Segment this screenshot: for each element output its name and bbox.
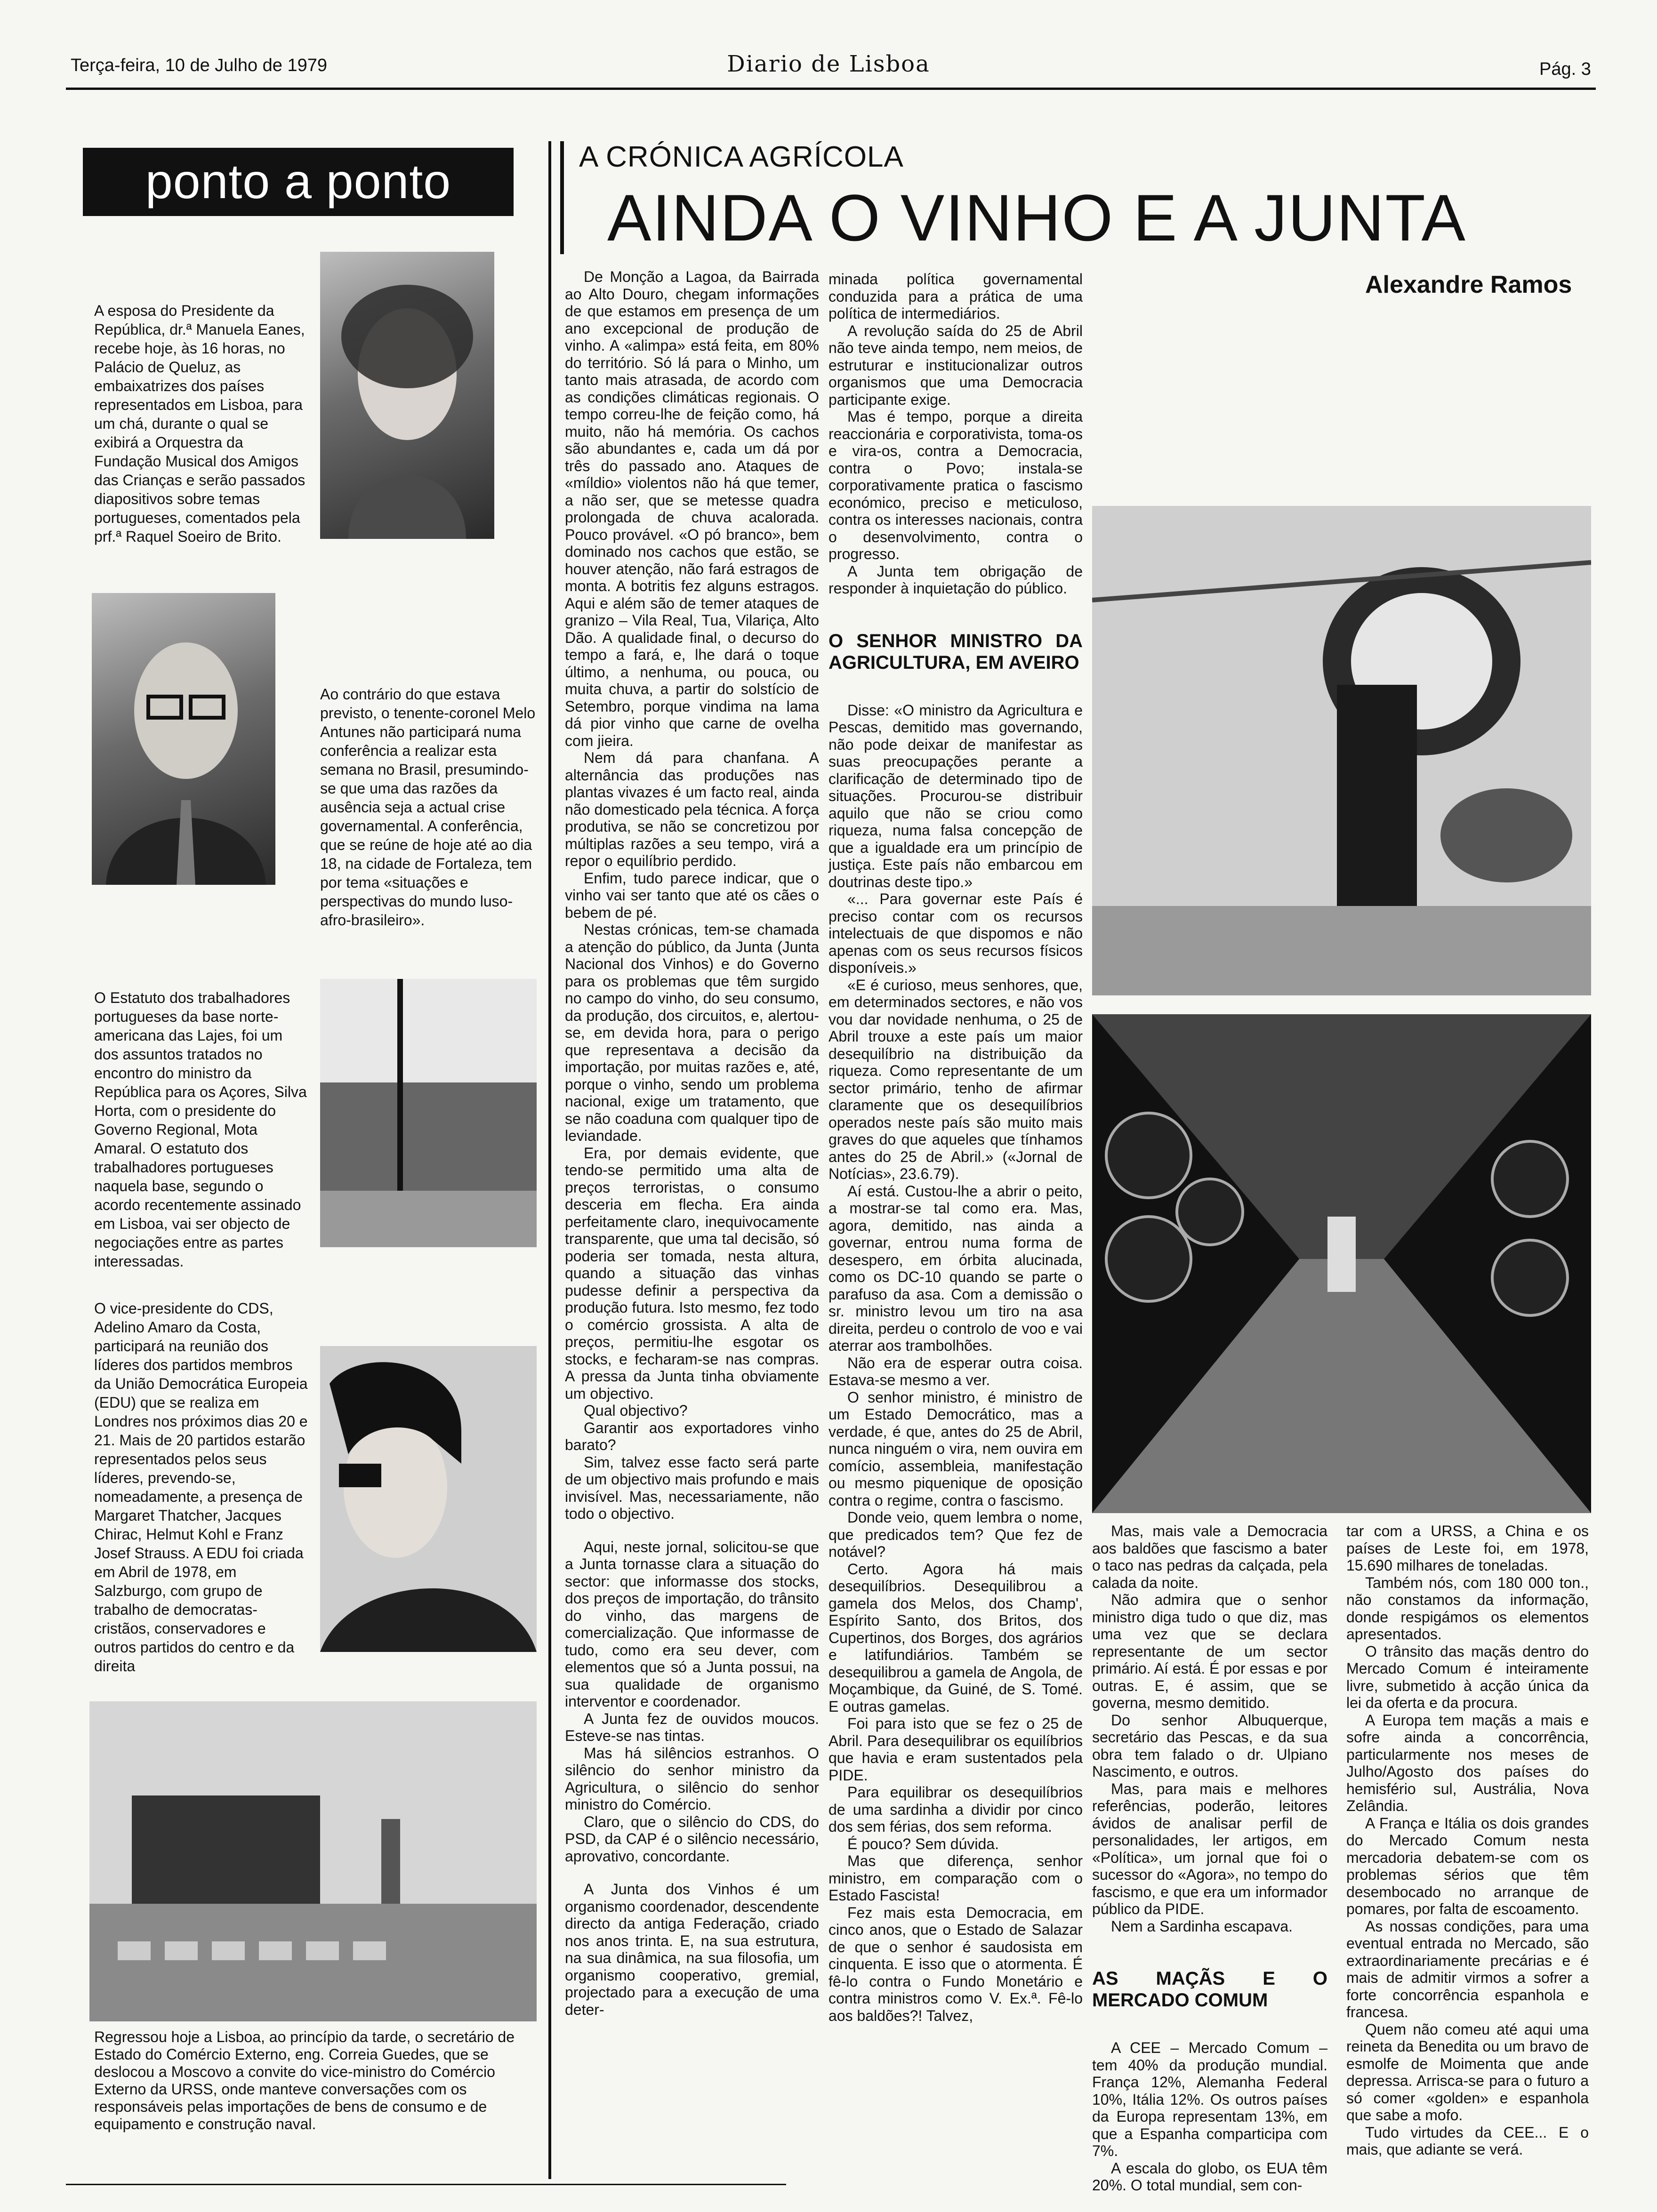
- article-column-1: [565, 268, 819, 2018]
- paragraph: Mas há silêncios estranhos. O silêncio do senhor ministro da Agricultura, o silêncio do senhor ministro do Comércio.: [565, 1744, 819, 1813]
- paragraph: A Junta tem obrigação de responder à inquietação do público.: [828, 562, 1083, 597]
- sidebar-divider: [548, 141, 551, 2179]
- newspaper-masthead: Diario de Lisboa: [727, 51, 930, 77]
- paragraph: Para equilibrar os desequilíbrios de uma sardinha a dividir por cinco dos sem férias, dos sem reforma.: [828, 1784, 1083, 1835]
- paragraph: «E é curioso, meus senhores, que, em determinados sectores, e não vos vou dar novidade nenhuma, o 25 de Abril trouxe a este país um maior desequilíbrio na distribuição da riqueza. Como representante de um sector primário, tenho de afirmar claramente que os desequilíbrios operados neste país são muito mais graves do que aqueles que tínhamos antes do 25 de Abril.» («Jornal de Notícias», 23.6.79).: [828, 976, 1083, 1182]
- paragraph: Claro, que o silêncio do CDS, do PSD, da CAP é o silêncio necessário, aprovativo, concordante.: [565, 1813, 819, 1865]
- article-column-4: [1346, 1523, 1589, 2158]
- paragraph: Fez mais esta Democracia, em cinco anos, que o Estado de Salazar de que o senhor é saudosista em cinquenta. E isso que o atormenta. É fê-lo contra o Fundo Monetário e contra ministros como V. Ex.ª. Fê-lo aos baldões?! Talvez,: [828, 1904, 1083, 2024]
- article-kicker: A CRÓNICA AGRÍCOLA: [579, 141, 904, 173]
- paragraph: Não era de esperar outra coisa. Estava-se mesmo a ver.: [828, 1354, 1083, 1388]
- portrait-photo-1: [320, 252, 494, 539]
- paragraph: Donde veio, quem lembra o nome, que predicados tem? Que fez de notável?: [828, 1509, 1083, 1560]
- issue-date: Terça-feira, 10 de Julho de 1979: [71, 56, 328, 75]
- paragraph: Aí está. Custou-lhe a abrir o peito, a mostrar-se tal como era. Mas, agora, demitido, nas ainda a governar, entrou numa forma de desespero, em órbita alucinada, como os DC-10 quando se parte o parafuso da asa. Com a demissão o sr. ministro levou um tiro na asa direita, perdeu o controlo de voo e vai aterrar aos trambolhões.: [828, 1182, 1083, 1354]
- paragraph: A França e Itália os dois grandes do Mercado Comum nesta mercadoria debatem-se com os problemas sérios que têm desembocado no arranque de pomares, por falta de escoamento.: [1346, 1814, 1589, 1917]
- paragraph: Mas, para mais e melhores referências, poderão, leitores ávidos de analisar perfil de personalidades, ler artigos, em «Política», um jornal que foi o sucessor do «Agora», no tempo do fascismo, e que era um informador público da PIDE.: [1092, 1780, 1327, 1917]
- paragraph: É pouco? Sem dúvida.: [847, 1835, 999, 1852]
- paragraph: Mas, mais vale a Democracia aos baldões que fascismo a bater o taco nas pedras da calçada, pela calada da noite.: [1092, 1523, 1327, 1591]
- paragraph: A Junta dos Vinhos é um organismo coordenador, descendente directo da antiga Federação, criado nos anos trinta. E, na sua estrutura, na sua dinâmica, na sua filosofia, um organismo cooperativo, gremial, projectado para a execução de uma deter-: [565, 1881, 819, 2018]
- sidebar-item-1: A esposa do Presidente da República, dr.ª Manuela Eanes, recebe hoje, às 16 horas, no Palácio de Queluz, as embaixatrizes dos países representados em Lisboa, para um chá, durante o qual se exibirá a Orquestra da Fundação Musical dos Amigos das Crianças e serão passados diapositivos sobre temas portugueses, comentados pela prf.ª Raquel Soeiro de Brito.: [94, 302, 306, 545]
- title-rule: [560, 141, 564, 254]
- paragraph: Tudo virtudes da CEE... E o mais, que adiante se verá.: [1346, 2124, 1589, 2158]
- paragraph: minada política governamental conduzida para a prática de uma política de intermediários.: [828, 271, 1083, 322]
- sidebar-item-3: O Estatuto dos trabalhadores portugueses da base norte-americana das Lajes, foi um dos assuntos tratados no encontro do ministro da República para os Açores, Silva Horta, com o presidente do Governo Regional, Mota Amaral. O estatuto dos trabalhadores portugueses naquela base, segundo o acordo recentemente assinado em Lisboa, vai ser objecto de negociações entre as partes interessadas.: [94, 989, 307, 1270]
- subhead-apples: AS MAÇÃS E O MERCADO COMUM: [1092, 1968, 1327, 2011]
- paragraph: Mas é tempo, porque a direita reaccionária e corporativista, toma-os e vira-os, contra a Democracia, contra o Povo; instala-se corporativamente pratica o fascismo económico, preciso e meticuloso, contra os interesses nacionais, contra o desenvolvimento, contra o progresso.: [828, 408, 1083, 562]
- paragraph: O trânsito das maçãs dentro do Mercado Comum é inteiramente livre, submetido à acção única da lei da oferta e da procura.: [1346, 1643, 1589, 1711]
- wine-barrels-photo: [1092, 506, 1591, 995]
- footer-rule: [66, 2184, 786, 2185]
- paragraph: Era, por demais evidente, que tendo-se permitido uma alta de preços terroristas, o consumo desceria em flecha. Era ainda perfeitamente claro, inequivocamente transparente, que uma tal decisão, só poderia ser tomada, nesta altura, quando a situação das vinhas pudesse definir a perspectiva da produção futura. Isto mesmo, fez todo o comércio grossista. A alta de preços, permitiu-lhe esgotar os stocks, e fecharam-se nas compras. A pressa da Junta tinha obviamente um objectivo.: [565, 1144, 819, 1402]
- header-rule: [66, 88, 1596, 90]
- paragraph: Nem a Sardinha escapava.: [1111, 1917, 1293, 1935]
- wine-cellar-photo: [1092, 1014, 1591, 1513]
- lajes-base-photo: [320, 979, 537, 1247]
- paragraph: tar com a URSS, a China e os países de Leste foi, em 1978, 15.690 milhares de toneladas.: [1346, 1523, 1589, 1574]
- sidebar-item-4: O vice-presidente do CDS, Adelino Amaro da Costa, participará na reunião dos líderes dos partidos membros da União Democrática Europeia (EDU) que se realiza em Londres nos próximos dias 20 e 21. Mais de 20 partidos estarão representados pelos seus líderes, prevendo-se, nomeadamente, a presença de Margaret Thatcher, Jacques Chirac, Helmut Kohl e Franz Josef Strauss. A EDU foi criada em Abril de 1978, em Salzburgo, com grupo de trabalho de democratas-cristãos, conservadores e outros partidos do centro e da direita: [94, 1300, 308, 1675]
- paragraph: «... Para governar este País é preciso contar com os recursos intelectuais de que dispomos e não apenas com os seus recursos físicos disponíveis.»: [828, 890, 1083, 976]
- article-column-3: [1092, 1523, 1327, 2194]
- paragraph: A Europa tem maçãs a mais e sofre ainda a concorrência, particularmente nos meses de Julho/Agosto dos países do hemisfério sul, Austrália, Nova Zelândia.: [1346, 1711, 1589, 1814]
- paragraph: Mas que diferença, senhor ministro, em comparação com o Estado Fascista!: [828, 1852, 1083, 1904]
- paragraph: Aqui, neste jornal, solicitou-se que a Junta tornasse clara a situação do sector: que informasse dos stocks, dos preços de importação, do trânsito do vinho, das margens de comercialização. Que informasse de tudo, como era seu dever, com elementos que só a Junta possui, na sua qualidade de organismo interventor e coordenador.: [565, 1538, 819, 1710]
- paragraph: Certo. Agora há mais desequilíbrios. Desequilibrou a gamela dos Melos, dos Champ', Espírito Santo, dos Britos, dos Cupertinos, dos Borges, dos agrários e latifundiários. Também se desequilibrou a gamela de Angola, de Moçambique, da Guiné, de S. Tomé. E outras gamelas.: [828, 1560, 1083, 1715]
- subhead-minister: O SENHOR MINISTRO DA AGRICULTURA, EM AVEIRO: [828, 630, 1083, 673]
- portrait-photo-3: [320, 1346, 537, 1652]
- paragraph: Quem não comeu até aqui uma reineta da Benedita ou um bravo de esmolfe de Moimenta que ande depressa. Arrisca-se para o futuro a só comer «golden» e espanhola que sabe a mofo.: [1346, 2020, 1589, 2124]
- paragraph: Do senhor Albuquerque, secretário das Pescas, e da sua obra tem falado o dr. Ulpiano Nascimento, e outros.: [1092, 1711, 1327, 1780]
- paragraph: A Junta fez de ouvidos moucos. Esteve-se nas tintas.: [565, 1710, 819, 1744]
- moscow-building-photo: [89, 1701, 537, 2021]
- paragraph: Não admira que o senhor ministro diga tudo o que diz, mas uma vez que se declara representante de um sector primário. Aí está. É por essas e por outras. E, é assim, que se governa, mesmo demitido.: [1092, 1591, 1327, 1711]
- paragraph: Enfim, tudo parece indicar, que o vinho vai ser tanto que até os cães o bebem de pé.: [565, 869, 819, 921]
- paragraph: Sim, talvez esse facto será parte de um objectivo mais profundo e mais invisível. Mas, necessariamente, não todo o objectivo.: [565, 1453, 819, 1522]
- paragraph: Disse: «O ministro da Agricultura e Pescas, demitido mas governando, não pode deixar de manifestar as suas preocupações perante a clarificação de determinado tipo de situações. Procurou-se distribuir aquilo que não se criou como riqueza, numa falsa concepção de que a igualdade era um princípio de justiça. Este país não embarcou em doutrinas deste tipo.»: [828, 701, 1083, 890]
- paragraph: As nossas condições, para uma eventual entrada no Mercado, são extraordinariamente precárias e é mais de admitir virmos a sofrer a forte concorrência espanhola e francesa.: [1346, 1917, 1589, 2020]
- paragraph: Qual objectivo?: [584, 1402, 688, 1419]
- sidebar-item-2: Ao contrário do que estava previsto, o tenente-coronel Melo Antunes não participará numa conferência a realizar esta semana no Brasil, presumindo-se que uma das razões da ausência seja a actual crise governamental. A conferência, que se reúne de hoje até ao dia 18, na cidade de Fortaleza, tem por tema «situações e perspectivas do mundo luso-afro-brasileiro».: [320, 686, 536, 929]
- paragraph: Nestas crónicas, tem-se chamada a atenção do público, da Junta (Junta Nacional dos Vinhos) e do Governo para os problemas que têm surgido no campo do vinho, do seu consumo, da produção, dos circuitos, e, alertou-se, em devida hora, para o perigo que representava a decisão da importação, por muitas razões e, até, porque o vinho, sendo um problema nacional, exige um tratamento, que se não coaduna com qualquer tipo de leviandade.: [565, 921, 819, 1144]
- page-number: Pág. 3: [1539, 59, 1591, 79]
- paragraph: Também nós, com 180 000 ton., não constamos da informação, donde respigámos os elementos apresentados.: [1346, 1574, 1589, 1643]
- paragraph: Foi para isto que se fez o 25 de Abril. Para desequilibrar os equilíbrios que havia e eram sustentados pela PIDE.: [828, 1715, 1083, 1784]
- paragraph: A CEE – Mercado Comum – tem 40% da produção mundial. França 12%, Alemanha Federal 10%, Itália 12%. Os outros países da Europa representam 13%, em que a Espanha comparticipa com 7%.: [1092, 2039, 1327, 2159]
- paragraph: A escala do globo, os EUA têm 20%. O total mundial, sem con-: [1092, 2159, 1327, 2194]
- sidebar-item-5: Regressou hoje a Lisboa, ao princípio da tarde, o secretário de Estado do Comércio Externo, eng. Correia Guedes, que se deslocou a Moscovo a convite do vice-ministro do Comércio Externo da URSS, onde manteve conversações com os responsáveis pelas importações de bens de consumo e de equipamento e construção naval.: [94, 2028, 515, 2132]
- paragraph: Garantir aos exportadores vinho barato?: [565, 1419, 819, 1453]
- paragraph: De Monção a Lagoa, da Bairrada ao Alto Douro, chegam informações de que estamos em presença de um ano excepcional de produção de vinho. A «alimpa» está feita, em 80% do território. Só lá para o Minho, um tanto mais atrasada, de acordo com as condições climáticas regionais. O tempo correu-lhe de feição como, há muito, não há memória. Os cachos são abundantes e, cada um dá por três do passado ano. Ataques de «míldio» violentos não há que temer, a não ser, que se metesse quadra prolongada de chuva acalorada. Pouco provável. «O pó branco», bem dominado nos cachos que estão, se houver atenção, não fará estragos de monta. A botritis fez alguns estragos. Aqui e além são de temer ataques de granizo – Vila Real, Tua, Vilariça, Alto Dão. A qualidade final, o decurso do tempo a fará, e, lhe dará o toque último, a nenhuma, ou pouca, ou muita chuva, a partir do solstício de Setembro, porque vindima na lama dá pior vinho que carne de ovelha com jieira.: [565, 268, 819, 749]
- article-headline: AINDA O VINHO E A JUNTA: [607, 181, 1466, 255]
- paragraph: Nem dá para chanfana. A alternância das produções nas plantas vivazes é um facto real, ainda não domesticado pela técnica. A força produtiva, se não se concretizou por múltiplas razões a seu tempo, virá a repor o equilíbrio perdido.: [565, 749, 819, 869]
- ponto-a-ponto-title: ponto a ponto: [83, 148, 514, 216]
- paragraph: O senhor ministro, é ministro de um Estado Democrático, mas a verdade, é que, antes do 25 de Abril, nunca ninguém o vira, nem ouvira em comício, assembleia, manifestação ou mesmo piquenique de oposição contra o regime, contra o fascismo.: [828, 1388, 1083, 1509]
- portrait-photo-2: [92, 593, 275, 885]
- article-column-2: [828, 271, 1083, 2024]
- paragraph: A revolução saída do 25 de Abril não teve ainda tempo, nem meios, de estruturar e institucionalizar outros organismos que uma Democracia participante exige.: [828, 322, 1083, 408]
- article-author: Alexandre Ramos: [1365, 271, 1572, 298]
